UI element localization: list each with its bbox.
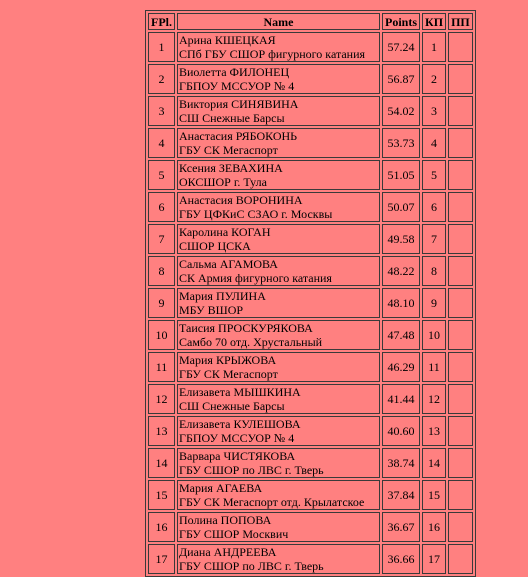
skater-name: Анастасия РЯБОКОНЬ xyxy=(179,129,298,143)
cell-pp xyxy=(448,416,473,446)
cell-skater xyxy=(177,384,380,414)
table-row xyxy=(148,192,473,222)
cell-pp xyxy=(448,64,473,94)
skater-club: ГБУ СК Мегаспорт xyxy=(179,143,278,157)
header-points: Points xyxy=(382,13,420,30)
cell-kp: 5 xyxy=(422,160,446,190)
cell-kp: 1 xyxy=(422,32,446,62)
skater-name: Анастасия ВОРОНИНА xyxy=(179,193,303,207)
cell-points: 40.60 xyxy=(382,416,420,446)
skater-name: Арина КШЕЦКАЯ xyxy=(179,33,276,47)
cell-kp: 6 xyxy=(422,192,446,222)
skater-club: МБУ ВШОР xyxy=(179,303,244,317)
cell-kp: 10 xyxy=(422,320,446,350)
skater-name: Мария АГАЕВА xyxy=(179,481,263,495)
cell-points: 56.87 xyxy=(382,64,420,94)
cell-place: 16 xyxy=(148,512,175,542)
skater-club: ГБПОУ МССУОР № 4 xyxy=(179,79,295,93)
cell-kp: 11 xyxy=(422,352,446,382)
skater-club: ОКСШОР г. Тула xyxy=(179,175,267,189)
cell-kp: 9 xyxy=(422,288,446,318)
skater-name: Варвара ЧИСТЯКОВА xyxy=(179,449,296,463)
skater-name: Виолетта ФИЛОНЕЦ xyxy=(179,65,290,79)
cell-skater xyxy=(177,448,380,478)
cell-pp xyxy=(448,320,473,350)
cell-points: 51.05 xyxy=(382,160,420,190)
skater-club: ГБУ СК Мегаспорт xyxy=(179,367,278,381)
cell-place: 1 xyxy=(148,32,175,62)
skater-club: ГБУ ЦФКиС СЗАО г. Москвы xyxy=(179,207,333,221)
table-row xyxy=(148,416,473,446)
cell-skater xyxy=(177,64,380,94)
cell-points: 57.24 xyxy=(382,32,420,62)
cell-place: 8 xyxy=(148,256,175,286)
table-row xyxy=(148,256,473,286)
skater-club: ГБУ СШОР Москвич xyxy=(179,527,289,541)
cell-pp xyxy=(448,544,473,574)
cell-kp: 8 xyxy=(422,256,446,286)
cell-pp xyxy=(448,448,473,478)
cell-points: 50.07 xyxy=(382,192,420,222)
cell-pp xyxy=(448,160,473,190)
table-row xyxy=(148,128,473,158)
cell-pp xyxy=(448,352,473,382)
cell-pp xyxy=(448,192,473,222)
cell-place: 3 xyxy=(148,96,175,126)
cell-place: 4 xyxy=(148,128,175,158)
header-kp: КП xyxy=(422,13,446,30)
cell-place: 2 xyxy=(148,64,175,94)
cell-skater xyxy=(177,128,380,158)
skater-club: СПб ГБУ СШОР фигурного катания xyxy=(179,47,366,61)
skater-name: Виктория СИНЯВИНА xyxy=(179,97,299,111)
cell-points: 37.84 xyxy=(382,480,420,510)
skater-name: Елизавета МЫШКИНА xyxy=(179,385,301,399)
cell-skater xyxy=(177,224,380,254)
skater-name: Елизавета КУЛЕШОВА xyxy=(179,417,301,431)
header-pp: ПП xyxy=(448,13,473,30)
cell-place: 6 xyxy=(148,192,175,222)
skater-club: Самбо 70 отд. Хрустальный xyxy=(179,335,323,349)
skater-name: Сальма АГАМОВА xyxy=(179,257,278,271)
cell-skater xyxy=(177,352,380,382)
skater-name: Каролина КОГАН xyxy=(179,225,271,239)
table-row xyxy=(148,224,473,254)
cell-kp: 16 xyxy=(422,512,446,542)
cell-pp xyxy=(448,288,473,318)
cell-pp xyxy=(448,224,473,254)
cell-points: 48.10 xyxy=(382,288,420,318)
cell-skater xyxy=(177,160,380,190)
cell-skater xyxy=(177,416,380,446)
cell-pp xyxy=(448,512,473,542)
skater-club: СК Армия фигурного катания xyxy=(179,271,332,285)
skater-club: ГБУ СШОР по ЛВС г. Тверь xyxy=(179,463,324,477)
cell-skater xyxy=(177,512,380,542)
skater-club: ГБПОУ МССУОР № 4 xyxy=(179,431,295,445)
table-row xyxy=(148,384,473,414)
table-body xyxy=(148,32,473,574)
skater-club: ГБУ СШОР по ЛВС г. Тверь xyxy=(179,559,324,573)
cell-pp xyxy=(448,384,473,414)
cell-skater xyxy=(177,96,380,126)
skater-club: СШ Снежные Барсы xyxy=(179,111,285,125)
cell-points: 47.48 xyxy=(382,320,420,350)
skater-name: Ксения ЗЕВАХИНА xyxy=(179,161,283,175)
results-table-container xyxy=(145,10,476,577)
cell-points: 36.66 xyxy=(382,544,420,574)
cell-place: 7 xyxy=(148,224,175,254)
table-row xyxy=(148,320,473,350)
table-row xyxy=(148,448,473,478)
skater-name: Диана АНДРЕЕВА xyxy=(179,545,277,559)
cell-kp: 12 xyxy=(422,384,446,414)
cell-place: 5 xyxy=(148,160,175,190)
cell-skater xyxy=(177,256,380,286)
cell-skater xyxy=(177,32,380,62)
skater-club: ГБУ СК Мегаспорт отд. Крылатское xyxy=(179,495,365,509)
cell-points: 46.29 xyxy=(382,352,420,382)
cell-pp xyxy=(448,480,473,510)
cell-skater xyxy=(177,320,380,350)
table-row xyxy=(148,512,473,542)
cell-place: 17 xyxy=(148,544,175,574)
results-table xyxy=(145,10,476,577)
skater-name: Мария КРЫЖОВА xyxy=(179,353,277,367)
skater-name: Полина ПОПОВА xyxy=(179,513,272,527)
skater-club: СШ Снежные Барсы xyxy=(179,399,285,413)
cell-place: 14 xyxy=(148,448,175,478)
cell-place: 13 xyxy=(148,416,175,446)
cell-kp: 4 xyxy=(422,128,446,158)
cell-pp xyxy=(448,96,473,126)
cell-kp: 17 xyxy=(422,544,446,574)
cell-points: 36.67 xyxy=(382,512,420,542)
header-place: FPl. xyxy=(148,13,175,30)
cell-points: 54.02 xyxy=(382,96,420,126)
cell-kp: 15 xyxy=(422,480,446,510)
cell-kp: 2 xyxy=(422,64,446,94)
cell-place: 10 xyxy=(148,320,175,350)
cell-points: 49.58 xyxy=(382,224,420,254)
cell-place: 9 xyxy=(148,288,175,318)
skater-name: Таисия ПРОСКУРЯКОВА xyxy=(179,321,313,335)
cell-kp: 13 xyxy=(422,416,446,446)
table-row xyxy=(148,480,473,510)
cell-skater xyxy=(177,288,380,318)
cell-kp: 14 xyxy=(422,448,446,478)
table-row xyxy=(148,544,473,574)
cell-points: 41.44 xyxy=(382,384,420,414)
cell-pp xyxy=(448,32,473,62)
cell-kp: 3 xyxy=(422,96,446,126)
skater-club: СШОР ЦСКА xyxy=(179,239,251,253)
cell-points: 53.73 xyxy=(382,128,420,158)
cell-skater xyxy=(177,480,380,510)
cell-skater xyxy=(177,544,380,574)
cell-kp: 7 xyxy=(422,224,446,254)
cell-place: 15 xyxy=(148,480,175,510)
table-row xyxy=(148,96,473,126)
header-name: Name xyxy=(177,13,380,30)
skater-name: Мария ПУЛИНА xyxy=(179,289,266,303)
cell-pp xyxy=(448,128,473,158)
table-row xyxy=(148,288,473,318)
cell-skater xyxy=(177,192,380,222)
table-row xyxy=(148,32,473,62)
cell-points: 48.22 xyxy=(382,256,420,286)
table-row xyxy=(148,160,473,190)
table-row xyxy=(148,64,473,94)
cell-pp xyxy=(448,256,473,286)
table-header-row xyxy=(148,13,473,30)
table-row xyxy=(148,352,473,382)
cell-place: 12 xyxy=(148,384,175,414)
cell-points: 38.74 xyxy=(382,448,420,478)
cell-place: 11 xyxy=(148,352,175,382)
